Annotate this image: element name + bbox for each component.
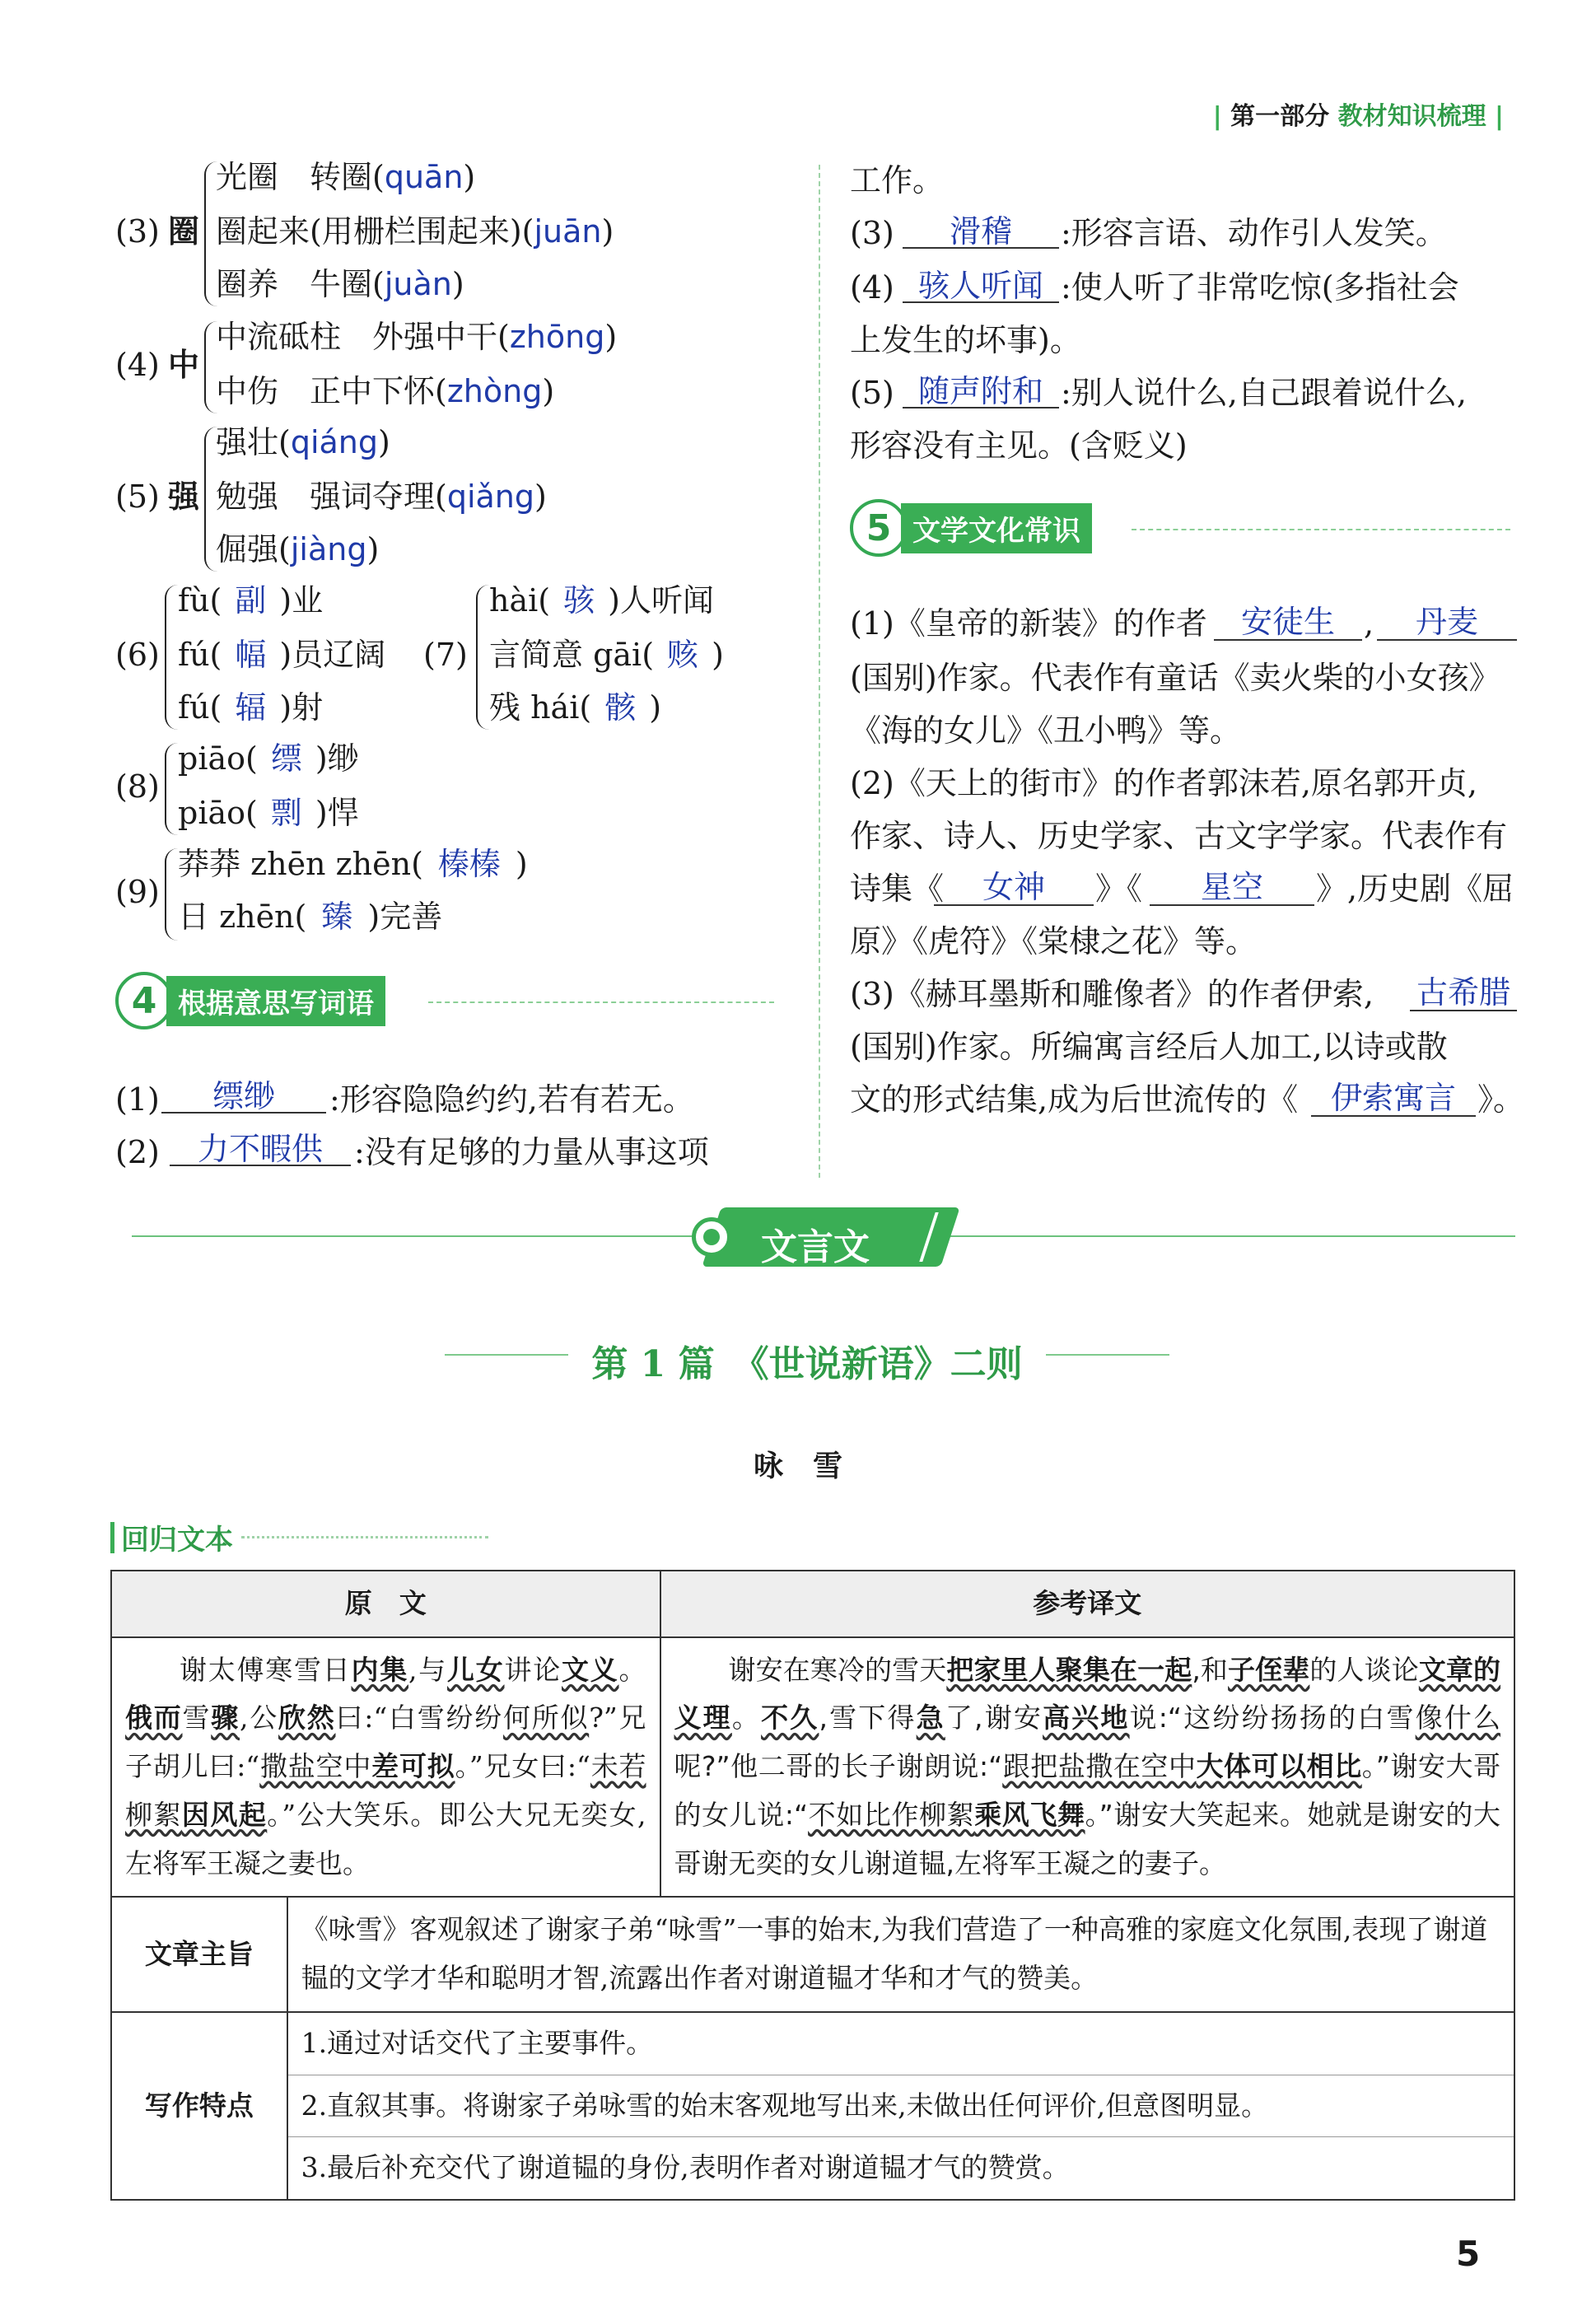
original-segment: 雪 bbox=[182, 1702, 212, 1734]
q7-brace bbox=[476, 585, 489, 730]
w3-blank bbox=[903, 247, 1059, 249]
w5-text2: 形容没有主见。(含贬义) bbox=[850, 427, 1188, 464]
text-review-table bbox=[110, 1570, 1515, 2201]
translation-segment: 不久 bbox=[761, 1702, 819, 1734]
translation-segment: 不如比作柳絮 bbox=[808, 1798, 975, 1831]
q4-row1: 中流砥柱 外强中干(zhōng) bbox=[216, 319, 618, 355]
section-4-label: 根据意思写词语 bbox=[166, 976, 385, 1026]
translation-segment: 乘风飞舞 bbox=[974, 1798, 1085, 1831]
translation-segment: ,雪下得 bbox=[819, 1702, 917, 1734]
section-5-heading bbox=[850, 499, 1092, 557]
translation-text bbox=[660, 1637, 1515, 1898]
banner-label: 文言文 bbox=[761, 1226, 870, 1268]
q3-row1: 光圈 转圈(quān) bbox=[216, 159, 476, 195]
translation-segment: 大体可以相比 bbox=[1196, 1750, 1362, 1783]
q6-number: (6) bbox=[115, 637, 160, 673]
theme-label: 文章主旨 bbox=[111, 1897, 287, 2011]
q4-row2: 中伤 正中下怀(zhòng) bbox=[216, 373, 555, 409]
col-header-original: 原 文 bbox=[111, 1571, 660, 1637]
original-segment: 内集 bbox=[351, 1653, 408, 1686]
original-segment: 谢太傅寒雪日 bbox=[180, 1653, 352, 1686]
section-5-number: 5 bbox=[850, 499, 908, 557]
q3-number: (3) bbox=[115, 213, 160, 250]
feature-3: 3.最后补充交代了谢道韫的身份,表明作者对谢道韫才气的赞赏。 bbox=[301, 2151, 1070, 2184]
w3-answer: 滑稽 bbox=[949, 213, 1012, 250]
q6-row3: fú( 辐 )射 bbox=[178, 689, 324, 726]
w5-blank bbox=[903, 407, 1059, 409]
q9-row1: 莽莽 zhēn zhēn( 榛榛 ) bbox=[178, 846, 528, 882]
q3-char: 圈 bbox=[168, 212, 200, 250]
k3-line2: (国别)作家。所编寓言经后人加工,以诗或散 bbox=[850, 1029, 1448, 1065]
original-text bbox=[111, 1637, 660, 1898]
section-4-dashline bbox=[428, 1001, 774, 1003]
w4-text2: 上发生的坏事)。 bbox=[850, 322, 1081, 358]
q3-row2-pinyin: juān bbox=[534, 213, 602, 250]
chapter-line-right bbox=[1046, 1354, 1169, 1356]
q7-number: (7) bbox=[423, 637, 468, 673]
original-segment: ?”兄子胡儿曰:“ bbox=[125, 1702, 646, 1783]
w2-answer: 力不暇供 bbox=[197, 1131, 323, 1167]
w4-number: (4) bbox=[850, 269, 894, 306]
q9-number: (9) bbox=[115, 874, 160, 910]
k3-pre: (3)《赫耳墨斯和雕像者》的作者伊索, bbox=[850, 976, 1374, 1012]
q3-row2: 圈起来(用栅栏围起来)(juān) bbox=[216, 213, 614, 250]
k1-answer-2: 丹麦 bbox=[1415, 604, 1478, 640]
q5-char: 强 bbox=[168, 478, 200, 515]
original-segment: 讲论 bbox=[504, 1653, 562, 1686]
chapter-title: 第 1 篇 《世说新语》二则 bbox=[591, 1343, 1023, 1385]
q5-row1: 强壮(qiáng) bbox=[216, 424, 390, 460]
translation-segment: 谢安在寒冷的雪天 bbox=[728, 1653, 947, 1686]
translation-segment: 。”谢安大哥的女儿说:“ bbox=[674, 1750, 1501, 1831]
k2-post: 》,历史剧《屈 bbox=[1316, 871, 1514, 907]
original-segment: 撒盐空中 bbox=[259, 1750, 372, 1783]
w1-answer: 缥缈 bbox=[212, 1078, 275, 1114]
k3-answer-1: 古希腊 bbox=[1416, 974, 1510, 1011]
w2-blank bbox=[170, 1165, 351, 1166]
k2-line2: 作家、诗人、历史学家、古文字学家。代表作有 bbox=[850, 818, 1508, 854]
banner-line-right bbox=[947, 1235, 1515, 1237]
column-divider bbox=[819, 165, 820, 1178]
header-subtitle: 教材知识梳理 bbox=[1337, 102, 1486, 131]
w1-blank bbox=[161, 1112, 326, 1113]
translation-segment: 跟把盐撒在空中 bbox=[1002, 1750, 1197, 1783]
translation-segment: 说:“这纷纷扬扬的白雪 bbox=[1129, 1702, 1416, 1734]
k3-answer-2: 伊索寓言 bbox=[1330, 1080, 1456, 1116]
q3-row1-pinyin: quān bbox=[384, 159, 464, 195]
q6-row1: fù( 副 )业 bbox=[178, 582, 324, 619]
section-5-label: 文学文化常识 bbox=[901, 503, 1092, 553]
k1-blank-1 bbox=[1214, 639, 1362, 641]
right-cont-text: 工作。 bbox=[850, 162, 945, 198]
w1-text: :形容隐隐约约,若有若无。 bbox=[329, 1081, 694, 1118]
w2-number: (2) bbox=[115, 1134, 160, 1170]
q4-number: (4) bbox=[115, 347, 160, 383]
q9-brace bbox=[165, 848, 178, 941]
k1-blank-2 bbox=[1377, 639, 1517, 641]
q8-row2: piāo( 剽 )悍 bbox=[178, 795, 359, 831]
k3-blank-2 bbox=[1311, 1115, 1476, 1117]
q7-row1: hài( 骇 )人听闻 bbox=[489, 582, 714, 619]
w1-number: (1) bbox=[115, 1081, 160, 1118]
review-label-text: 回归文本 bbox=[121, 1524, 233, 1557]
translation-segment: 的人谈论 bbox=[1309, 1653, 1419, 1686]
w4-text: :使人听了非常吃惊(多指社会 bbox=[1061, 269, 1459, 306]
k3-pre3: 文的形式结集,成为后世流传的《 bbox=[850, 1081, 1299, 1118]
w5-answer: 随声附和 bbox=[917, 373, 1043, 409]
feature-2: 2.直叙其事。将谢家子弟咏雪的始末客观地写出来,未做出任何评价,但意图明显。 bbox=[288, 2075, 1514, 2138]
translation-segment: 。 bbox=[731, 1702, 762, 1734]
q8-number: (8) bbox=[115, 768, 160, 805]
k1-line3: 《海的女儿》《丑小鸭》等。 bbox=[850, 712, 1242, 749]
w5-number: (5) bbox=[850, 375, 894, 411]
original-segment: 。 bbox=[618, 1653, 646, 1686]
q7-row3: 残 hái( 骸 ) bbox=[489, 689, 662, 726]
k1-pre: (1)《皇帝的新装》的作者 bbox=[850, 605, 1207, 642]
q8-brace bbox=[165, 743, 178, 835]
k2-line1: (2)《天上的街市》的作者郭沫若,原名郭开贞, bbox=[850, 765, 1477, 801]
original-segment: ,与 bbox=[408, 1653, 447, 1686]
original-segment: 俄而 bbox=[125, 1702, 183, 1734]
features-label: 写作特点 bbox=[111, 2012, 287, 2200]
q8-row1: piāo( 缥 )缈 bbox=[178, 740, 359, 777]
features-cell bbox=[287, 2012, 1514, 2200]
banner-line-left bbox=[132, 1235, 700, 1237]
section-4-number: 4 bbox=[115, 972, 173, 1029]
k2-mid: 》《 bbox=[1095, 871, 1143, 907]
col-header-translation: 参考译文 bbox=[660, 1571, 1515, 1637]
original-segment: 。”兄女曰:“ bbox=[455, 1750, 590, 1783]
original-segment: 未若柳絮 bbox=[125, 1750, 646, 1831]
header-part: 第一部分 bbox=[1230, 102, 1330, 131]
original-segment: 文义 bbox=[562, 1653, 619, 1686]
q5-row3: 倔强(jiàng) bbox=[216, 531, 380, 567]
original-segment: 儿女 bbox=[447, 1653, 505, 1686]
k2-blank-2 bbox=[1150, 904, 1314, 906]
original-segment: 欣然 bbox=[278, 1702, 336, 1734]
original-segment: ,公 bbox=[240, 1702, 278, 1734]
w3-number: (3) bbox=[850, 215, 894, 251]
q5-number: (5) bbox=[115, 479, 160, 515]
k2-blank-1 bbox=[934, 904, 1094, 906]
translation-segment: 子侄辈 bbox=[1228, 1653, 1310, 1686]
translation-segment: 高兴地 bbox=[1043, 1702, 1130, 1734]
original-segment: 何所似 bbox=[502, 1702, 590, 1734]
chapter-line-left bbox=[445, 1354, 568, 1356]
w5-text: :别人说什么,自己跟着说什么, bbox=[1061, 375, 1467, 411]
page-header: | 第一部分 教材知识梳理 | bbox=[1212, 102, 1504, 131]
section-4-heading bbox=[115, 972, 385, 1029]
translation-segment: 把家里人聚集在一起 bbox=[946, 1653, 1192, 1686]
section-5-dashline bbox=[1132, 529, 1510, 530]
w2-text: :没有足够的力量从事这项 bbox=[354, 1134, 709, 1170]
w4-blank bbox=[903, 301, 1059, 303]
q6-brace bbox=[165, 585, 178, 730]
k1-answer-1: 安徒生 bbox=[1240, 604, 1335, 640]
k3-post3: 》。 bbox=[1477, 1081, 1525, 1118]
k2-answer-2: 星空 bbox=[1200, 869, 1263, 905]
page-number: 5 bbox=[1456, 2234, 1481, 2274]
translation-segment: 急 bbox=[916, 1702, 945, 1734]
q9-row2: 日 zhēn( 臻 )完善 bbox=[178, 899, 443, 935]
q3-row3-pinyin: juàn bbox=[384, 266, 452, 302]
translation-segment: 像什么 bbox=[1415, 1702, 1501, 1734]
original-segment: 因风起 bbox=[181, 1798, 268, 1831]
poem-title: 咏 雪 bbox=[753, 1449, 842, 1483]
q4-char: 中 bbox=[168, 346, 200, 383]
original-segment: 曰:“白雪纷纷 bbox=[335, 1702, 503, 1734]
k2-answer-1: 女神 bbox=[982, 869, 1045, 905]
q7-row2: 言简意 gāi( 赅 ) bbox=[489, 637, 724, 673]
q6-row2: fú( 幅 )员辽阔 bbox=[178, 637, 386, 673]
k1-comma: , bbox=[1364, 605, 1374, 642]
original-segment: 骤 bbox=[211, 1702, 240, 1734]
k2-pre: 诗集《 bbox=[850, 871, 945, 907]
translation-segment: 呢?”他二哥的长子谢朗说:“ bbox=[674, 1750, 1003, 1783]
banner bbox=[692, 1207, 964, 1267]
original-segment: 差可拟 bbox=[371, 1750, 455, 1783]
translation-segment: ,和 bbox=[1192, 1653, 1229, 1686]
original-segment: 。”公大笑乐。即公大兄无奕女,左将军王凝之妻也。 bbox=[125, 1798, 646, 1879]
w3-text: :形容言语、动作引人发笑。 bbox=[1061, 215, 1447, 251]
review-label bbox=[110, 1517, 488, 1557]
q3-row3: 圈养 牛圈(juàn) bbox=[216, 266, 464, 302]
k2-line4: 原》《虎符》《棠棣之花》等。 bbox=[850, 923, 1258, 959]
theme-text: 《咏雪》客观叙述了谢家子弟“咏雪”一事的始末,为我们营造了一种高雅的家庭文化氛围,表现了谢道韫的文学才华和聪明才智,流露出作者对谢道韫才华和才气的赞美。 bbox=[287, 1897, 1514, 2011]
k3-blank-1 bbox=[1410, 1010, 1517, 1011]
k1-line2: (国别)作家。代表作有童话《卖火柴的小女孩》 bbox=[850, 660, 1500, 696]
feature-1: 1.通过对话交代了主要事件。 bbox=[288, 2013, 1514, 2075]
translation-segment: 。”谢安大笑起来。她就是谢安的大哥谢无奕的女儿谢道韫,左将军王凝之的妻子。 bbox=[674, 1798, 1500, 1879]
w4-answer: 骇人听闻 bbox=[917, 268, 1043, 304]
translation-segment: 了,谢安 bbox=[945, 1702, 1043, 1734]
q5-row2: 勉强 强词夺理(qiǎng) bbox=[216, 479, 547, 515]
translation-segment: 文章的义理 bbox=[674, 1653, 1501, 1734]
